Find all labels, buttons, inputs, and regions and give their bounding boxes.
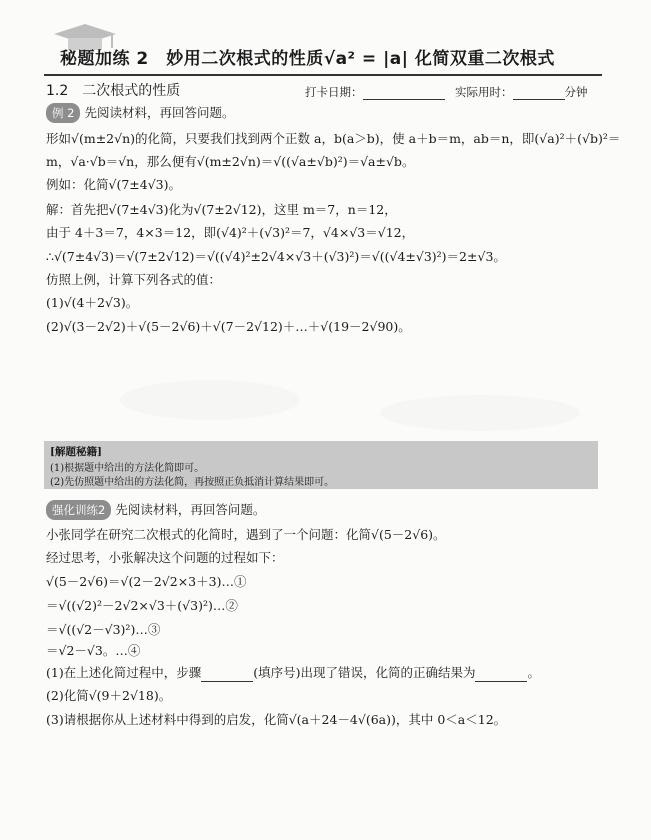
correct-result-blank[interactable]: [475, 681, 527, 682]
time-unit: 分钟: [564, 85, 588, 99]
training-step: ＝√((√2)²－2√2×√3＋(√3)²)…②: [46, 598, 238, 613]
example-header: [46, 103, 235, 123]
hint-item: (2)先仿照题中给出的方法化简，再按照正负抵消计算结果即可。: [50, 477, 335, 488]
example-line: m，√a·√b＝√n，那么便有√(m±2√n)＝√((√a±√b)²)＝√a±√b。: [46, 154, 415, 169]
training-line: 小张同学在研究二次根式的化简时，遇到了一个问题：化简√(5－2√6)。: [46, 527, 446, 542]
training-step: ＝√2－√3。…④: [46, 643, 141, 658]
checkin-label: 打卡日期：: [305, 85, 363, 99]
hint-box: [44, 441, 598, 489]
scan-stain: [380, 395, 580, 431]
training-step: ＝√((√2－√3)²)…③: [46, 622, 161, 637]
actual-time-blank[interactable]: [513, 99, 565, 100]
training-header: [46, 500, 265, 520]
example-tag: 例 2: [46, 103, 80, 123]
title-divider: [44, 74, 602, 76]
question-1-text: 。: [527, 665, 540, 680]
page-title: 秘题加练 2 妙用二次根式的性质√a² = |a| 化简双重二次根式: [60, 49, 555, 69]
training-line: 经过思考，小张解决这个问题的过程如下：: [46, 550, 284, 565]
step-number-blank[interactable]: [201, 681, 253, 682]
question-1-text: (填序号)出现了错误，化简的正确结果为: [253, 665, 476, 680]
example-line: ∴√(7±4√3)＝√(7±2√12)＝√((√4)²±2√4×√3＋(√3)²)＝√((√4±√3)²)＝2±√3。: [46, 249, 506, 264]
training-intro: 先阅读材料，再回答问题。: [115, 502, 266, 517]
example-line: 仿照上例，计算下列各式的值：: [46, 272, 222, 287]
scan-stain: [120, 380, 300, 420]
example-intro: 先阅读材料，再回答问题。: [84, 105, 235, 120]
training-question-2: (2)化简√(9＋2√18)。: [46, 688, 172, 703]
hint-item: (1)根据题中给出的方法化简即可。: [50, 463, 205, 474]
training-step: √(5－2√6)＝√(2－2√2×3＋3)…①: [46, 574, 247, 589]
question-1-text: (1)在上述化简过程中，步骤: [46, 665, 202, 680]
example-line: 由于 4＋3＝7，4×3＝12，即(√4)²＋(√3)²＝7，√4×√3＝√12，: [46, 225, 415, 240]
example-line: 形如√(m±2√n)的化简，只要我们找到两个正数 a，b(a＞b)，使 a＋b＝m，ab＝n，即(√a)²＋(√b)²＝: [46, 131, 621, 146]
actual-time-label: 实际用时：: [455, 85, 513, 99]
training-question-1: [46, 664, 540, 682]
example-line: 例如：化简√(7±4√3)。: [46, 177, 182, 192]
checkin-date-blank[interactable]: [363, 99, 445, 100]
section-heading: 1.2 二次根式的性质: [46, 83, 181, 99]
example-question-2: (2)√(3－2√2)＋√(5－2√6)＋√(7－2√12)＋…＋√(19－2√90)。: [46, 319, 411, 334]
example-question-1: (1)√(4＋2√3)。: [46, 295, 139, 310]
checkin-date: [305, 84, 445, 100]
example-line: 解：首先把√(7±4√3)化为√(7±2√12)，这里 m＝7，n＝12，: [46, 202, 397, 217]
training-question-3: (3)请根据你从上述材料中得到的启发，化简√(a＋24－4√(6a))，其中 0＜a＜12。: [46, 712, 507, 727]
hint-title: [解题秘籍]: [50, 446, 102, 458]
training-tag: 强化训练2: [46, 500, 111, 520]
actual-time: [455, 84, 588, 100]
